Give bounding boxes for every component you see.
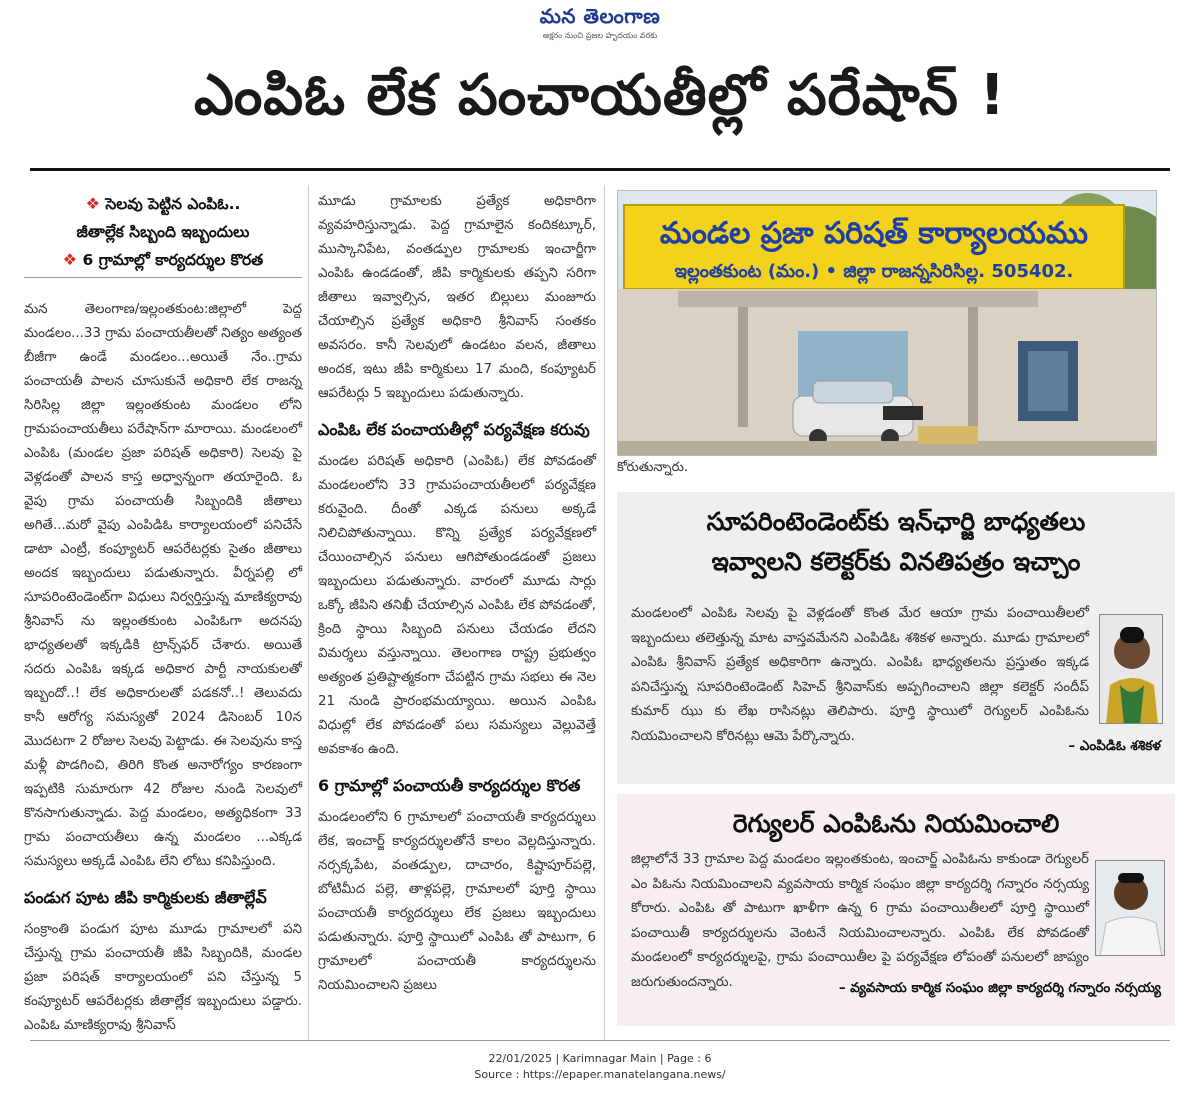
footer-source: Source : https://epaper.manatelangana.news/	[474, 1068, 726, 1081]
highlight-bullets	[24, 190, 302, 284]
article-paragraph: మూడు గ్రామాలకు ప్రత్యేక అధికారిగా వ్యవహరిస్తున్నాడు. పెద్ద గ్రామాలైన కందికట్కూర్, ముస్కానిపేట, వంతడ్పుల గ్రామాలకు ఇంచార్జీగా ఎంపిఓ ఉండడంతో, జీపి కార్మికులకు తప్పని సరిగా జీతాలు ఇవ్వాల్సిన, ఇతర బిల్లులు మంజూరు చేయాల్సిన ప్రత్యేక అధికారి శ్రీనివాస్ సంతకం అవసరం. కానీ సెలవులో ఉండటం వలన, జీతాలు అందక, ఇటు జీపి కార్మికులు 17 మంది, కంప్యూటర్ ఆపరేటర్లు 5 ఇబ్బందులు పడుతున్నారు.	[318, 194, 596, 401]
article-subhead: ఎంపిఓ లేక పంచాయతీల్లో పర్యవేక్షణ కరువు	[318, 420, 590, 439]
box-text: మండలంలో ఎంపిఓ సెలవు పై వెళ్లడంతో కొంత మేర ఆయా గ్రామ పంచాయితీలలో ఇబ్బందులు తలెత్తున్న మాట వాస్తవమేనని ఎంపిడిఓ శశికళ అన్నారు. మూడు గ్రామాలలో ఎంపిఓ శ్రీనివాస్ ప్రత్యేక అధికారిగా ఉన్నారు. ఎంపిఓ భాధ్యతలను ప్రస్తుతం ఇక్కడ పనిచేస్తున్న సూపరింటెండెంట్ సిహెచ్ శ్రీనివాస్‌కు అప్పగించాలని జిల్లా కలెక్టర్ సందీప్ కుమార్ ఝు కు లేఖ రాసినట్లు తెలిపారు. పూర్తి స్థాయిలో రెగ్యులర్ ఎంపిఓను నియమించాలని కోరినట్లు ఆమె పేర్కొన్నారు.	[631, 606, 1089, 744]
sign-board-address: ఇల్లంతకుంట (మం.) • జిల్లా రాజన్నసిరిసిల్ల. 505402.	[674, 261, 1074, 282]
column-divider	[604, 185, 605, 1040]
union-secretary-portrait	[1095, 860, 1165, 956]
newspaper-logo: మన తెలంగాణ	[539, 4, 661, 28]
bullet-divider	[24, 277, 302, 278]
article-paragraph: మండలంలోని 6 గ్రామాలలో పంచాయతీ కార్యదర్శులు లేక, ఇంచార్జ్ కార్యదర్శులతోనే కాలం వెల్లదిస్తున్నారు. నర్సక్కపేట, వంతడ్పుల, దాచారం, కిష్టాపూర్‌పల్లె, బోటిమీద పల్లె, తాళ్లపల్లె, గ్రామాలలో పూర్తి స్థాయి పంచాయతీ కార్యదర్శులు లేక ప్రజలు ఇబ్బందులు పడుతున్నారు. పూర్తి స్థాయిలో ఎంపిఓ తో పాటుగా, 6 గ్రామాలలో పంచాయతీ కార్యదర్శులను నియమించాలని ప్రజలు	[318, 810, 596, 993]
sign-board-title: మండల ప్రజా పరిషత్ కార్యాలయము	[659, 216, 1089, 251]
article-paragraph: సంక్రాంతి పండుగ పూట మూడు గ్రామాలలో పని చేస్తున్న గ్రామ పంచాయతీ జీపి సిబ్బందికి, మండల ప్రజా పరిషత్ కార్యాలయంలో పని చేస్తున్న 5 కంప్యూటర్ ఆపరేటర్లకు జీతాల్లేక ఇబ్బందులు పడ్డారు. ఎంపిఓ మాణిక్యరావు శ్రీనివాస్	[24, 922, 302, 1033]
office-building-image	[618, 191, 1157, 456]
box-signature: – వ్యవసాయ కార్మిక సంఘం జిల్లా కార్యదర్శి గన్నారం నర్సయ్య	[838, 980, 1161, 996]
mpdo-quote-box	[617, 492, 1175, 784]
column-divider	[308, 185, 309, 1040]
footer-meta: 22/01/2025 | Karimnagar Main | Page : 6	[488, 1052, 712, 1065]
diamond-bullet-icon: ❖	[62, 250, 78, 269]
main-headline: ఎంపిఓ లేక పంచాయతీల్లో పరేషాన్ !	[194, 63, 1006, 128]
newspaper-tagline: అక్షరం నుంచి ప్రజల హృదయం వరకు	[542, 31, 658, 40]
mpdo-portrait	[1099, 614, 1163, 724]
office-photo	[617, 190, 1157, 456]
article-column-1	[24, 298, 302, 1038]
box-title: రెగ్యులర్ ఎంపిఓను నియమించాలి	[732, 809, 1060, 838]
headline-rule	[30, 168, 1170, 171]
demand-quote-box	[617, 794, 1175, 1026]
bullet-item: ❖ 6 గ్రామాల్లో కార్యదర్శుల కొరత	[62, 250, 264, 269]
diamond-bullet-icon: ❖	[85, 194, 100, 213]
article-column-2	[318, 190, 596, 998]
article-subhead: పండుగ పూట జీపి కార్మికులకు జీతాల్లేవ్	[24, 888, 267, 907]
photo-caption: కోరుతున్నారు.	[617, 460, 688, 475]
box-title: సూపరింటెండెంట్‌కు ఇన్‌ఛార్జి బాధ్యతలు ఇవ్వాలని కలెక్టర్‌కు వినతిపత్రం ఇచ్చాం	[706, 507, 1086, 576]
box-text: జిల్లాలోనే 33 గ్రామాల పెద్ద మండలం ఇల్లంతకుంట, ఇంచార్జ్ ఎంపిఓను కాకుండా రెగ్యులర్ ఎం పిఓను నియమించాలని వ్యవసాయ కార్మిక సంఘం జిల్లా కార్యదర్శి గన్నారం నర్సయ్య కోరారు. ఎంపిఓ తో పాటుగా ఖాళీగా ఉన్న 6 గ్రామ పంచాయితీలలో పూర్తి స్థాయిలో పంచాయితీ కార్యదర్శులను వెంటనే నియమించాలన్నారు. ఎంపిఓ లేక పోవడంతో మండలంలో కార్యదర్శులపై, గ్రామ పంచాయితీల పై పర్యవేక్షణ లోపంతో పనులలో జాప్యం జరుగుతుందన్నారు.	[631, 852, 1089, 990]
article-paragraph: మండల పరిషత్ అధికారి (ఎంపిఓ) లేక పోవడంతో మండలంలోని 33 గ్రామపంచాయతీలలో పర్యవేక్షణ కరువైంది. దీంతో ఎక్కడ పనులు అక్కడే నిలిచిపోతున్నాయి. కొన్ని ప్రత్యేక పర్యవేక్షణలో చేయించాల్సిన పనులు ఆగిపోతుండడంతో ప్రజలు ఇబ్బందులు పడుతున్నారు. వారంలో మూడు సార్లు ఒక్కో జీపిని తనిఖీ చేయాల్సిన ఎంపిఓ లేక పోవడంతో, క్రింది స్థాయి సిబ్బంది పనులు చేయడం లేదని విమర్శలు వస్తున్నాయి. తెలంగాణ రాష్ట్ర ప్రభుత్వం అత్యంత ప్రతిష్టాత్మకంగా చేపట్టిన గ్రామ సభలు ఈ నెల 21 నుండి ప్రారంభమయ్యాయి. అయిన ఎంపిఓ విధుల్లో లేక పోవడంతో పలు సమస్యలు వెల్లువెత్తే అవకాశం ఉంది.	[318, 454, 596, 757]
box-signature: – ఎంపిడిఓ శశికళ	[1068, 738, 1161, 754]
article-subhead: 6 గ్రామాల్లో పంచాయతీ కార్యదర్శుల కొరత	[318, 776, 581, 795]
bullet-item: జీతాల్లేక సిబ్బంది ఇబ్బందులు	[76, 223, 250, 241]
masthead	[0, 4, 1200, 42]
footer-rule	[30, 1040, 1170, 1041]
article-paragraph: మన తెలంగాణ/ఇల్లంతకుంట:జిల్లాలో పెద్ద మండలం...33 గ్రామ పంచాయతీలతో నిత్యం అత్యంత బీజీగా ఉండే మండలం...అయితే నేం..గ్రామ పంచాయతీ పాలన చూసుకునే అధికారి లేక రాజన్న సిరిసిల్ల జిల్లా ఇల్లంతకుంట మండలం లోని గ్రామపంచాయతీలు పరేషాన్‌గా మారాయి. మండలంలో ఎంపిఓ (మండల ప్రజా పరిషత్ అధికారి) సెలవు పై వెళ్లడంతో పాలన కాస్త అధ్వాన్నంగా తయారైంది. ఓ వైపు గ్రామ పంచాయతీ సిబ్బందికి జీతాలు అగితే...మరో వైపు ఎంపిడిఓ కార్యాలయంలో పనిచేసే డాటా ఎంట్రీ, కంప్యూటర్ ఆపరేటర్లకు సైతం జీతాలు అందక ఇబ్బందులు పడుతున్నారు. వీర్నపల్లి లో సూపరింటెండెంట్‌గా విధులు నిర్వర్తిస్తున్న మాణిక్యరావు శ్రీనివాస్ ను ఇల్లంతకుంట ఎంపిఓగా అదనపు భాధ్యతలతో ఇక్కడికి ట్రాన్స్‌ఫర్ చేశారు. అయితే సదరు ఎంపిఓ ఇక్కడ అధికార పార్టీ నాయకులతో ఇబ్బందో..! లేక అధికారులతో పడకనో..! తెలువదు కానీ ఆరోగ్య సమస్యతో 2024 డిసెంబర్ 10న మొదటగా 2 రోజుల సెలవు పెట్టాడు. ఈ సెలవును కాస్త మళ్లీ పొడగించి, తిరిగి కొంత అనారోగ్యం కారణంగా ఇప్పటికి సుమారుగా 42 రోజుల నుండి సెలవులో కొనసాగుతున్నాడు. పెద్ద మండలం, అత్యధికంగా 33 గ్రామ పంచాయతీలు ఉన్న మండలం ...ఎక్కడ సమస్యలు అక్కడే ఎంపిఓ లేని లోటు కనిపిస్తుంది.	[24, 302, 302, 869]
bullet-item: ❖ సెలవు పెట్టిన ఎంపిఓ..	[85, 194, 241, 213]
